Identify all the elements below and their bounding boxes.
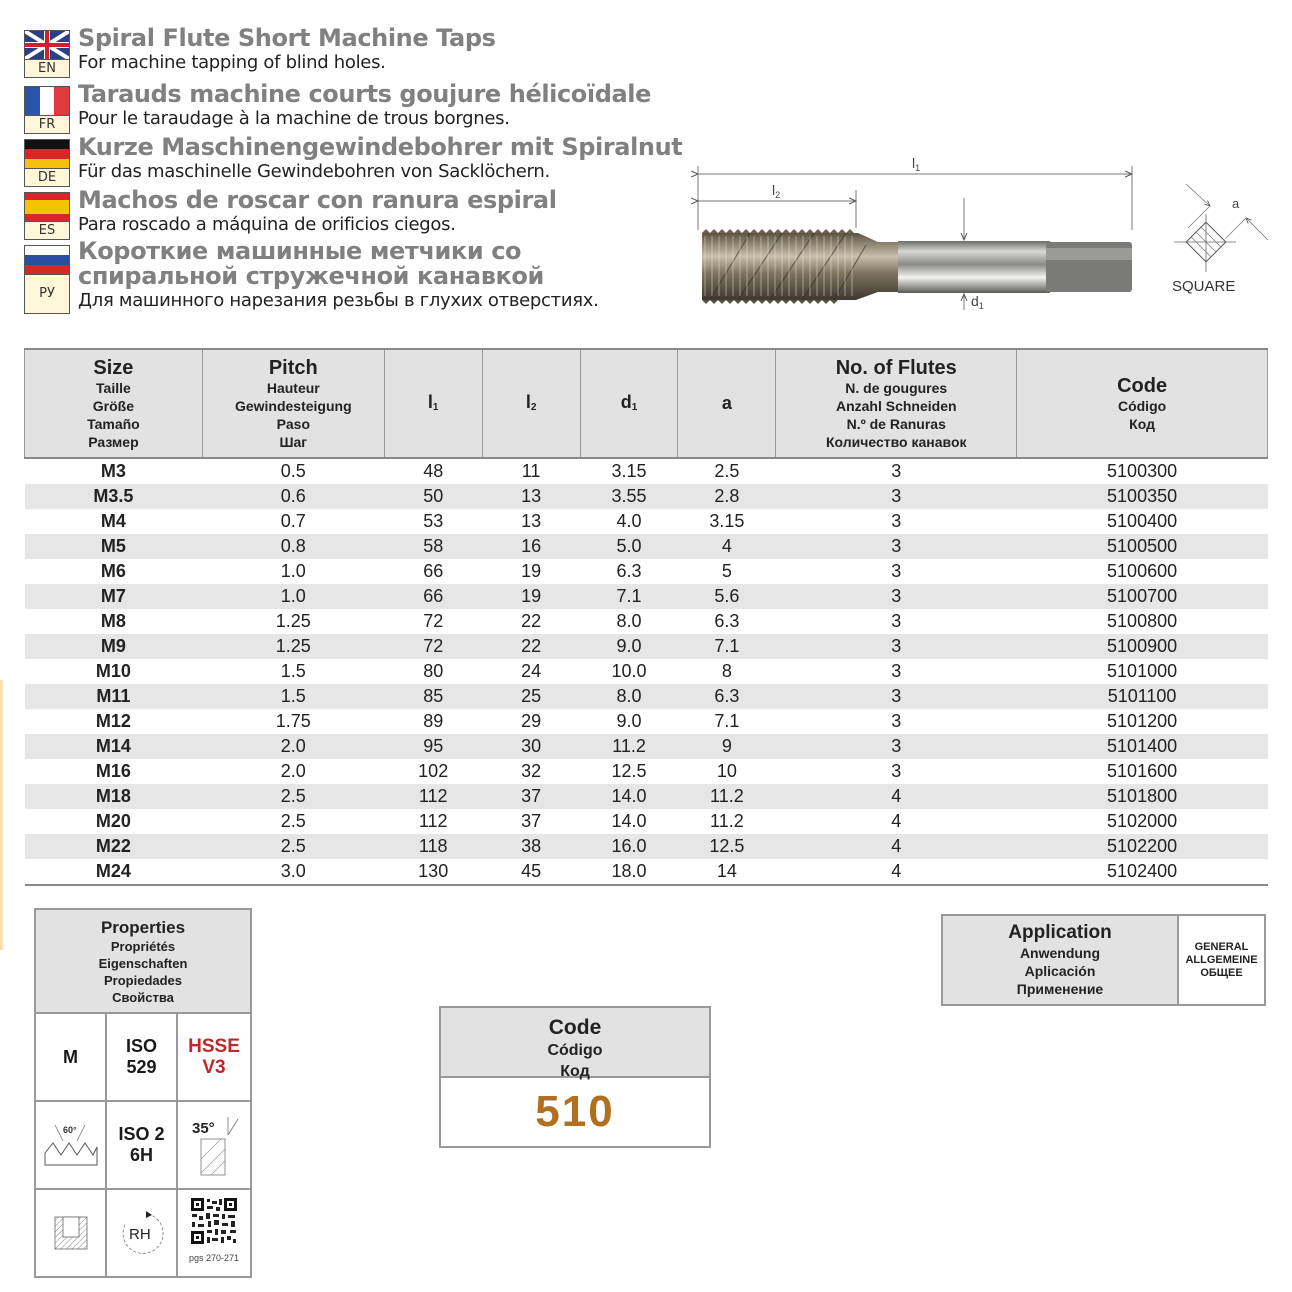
cell-code: 5102200 — [1017, 834, 1268, 859]
cell-l2: 30 — [482, 734, 580, 759]
cell-flutes: 3 — [891, 661, 902, 681]
standard-line2: 529 — [126, 1057, 157, 1077]
cell-d1: 6.3 — [616, 561, 642, 581]
application-title-ru: Применение — [1016, 981, 1104, 997]
square-section-icon — [1174, 184, 1268, 272]
cell-flutes: 3 — [776, 584, 1017, 609]
cell-flutes: 3 — [891, 511, 902, 531]
cell-l1: 58 — [384, 534, 482, 559]
table-row — [25, 809, 1268, 834]
product-title-en: Spiral Flute Short Machine Taps — [78, 24, 496, 52]
cell-size: M10 — [95, 661, 131, 681]
cell-a: 6.3 — [714, 611, 740, 631]
cell-l2: 19 — [482, 584, 580, 609]
table-row — [25, 559, 1268, 584]
table-row — [25, 458, 1268, 484]
application-panel — [941, 914, 1266, 1006]
cell-l1: 53 — [423, 511, 444, 531]
cell-l1: 89 — [423, 711, 444, 731]
cell-code: 5101800 — [1017, 784, 1268, 809]
product-subtitle-ru: Для машинного нарезания резьбы в глухих отверстиях. — [78, 290, 599, 311]
cell-code: 5100400 — [1107, 511, 1178, 531]
cell-d1: 4.0 — [616, 511, 642, 531]
cell-code: 5100700 — [1017, 584, 1268, 609]
table-row — [25, 834, 1268, 859]
cell-size: M4 — [100, 511, 126, 531]
cell-l1: 112 — [384, 784, 482, 809]
table-row — [25, 534, 1268, 559]
cell-a: 11.2 — [678, 784, 776, 809]
cell-l1: 50 — [384, 484, 482, 509]
spain-flag-icon — [25, 193, 69, 221]
cell-size: M12 — [95, 711, 131, 731]
cell-a: 5.6 — [678, 584, 776, 609]
application-value-de: ALLGEMEINE — [1185, 953, 1258, 966]
cell-d1: 9.0 — [580, 634, 678, 659]
cell-l2: 38 — [482, 834, 580, 859]
application-value-ru: ОБЩЕЕ — [1200, 966, 1243, 979]
product-title-ru-line1: Короткие машинные метчики со — [78, 237, 522, 265]
application-value — [1179, 916, 1264, 1004]
cell-pitch: 2.5 — [202, 834, 384, 859]
cell-size: M18 — [25, 784, 203, 809]
cell-a: 12.5 — [678, 834, 776, 859]
cell-code: 5100800 — [1107, 611, 1178, 631]
code-box-title-es: Código — [547, 1042, 603, 1059]
rotation-label: RH — [128, 1226, 151, 1243]
col-header-l2: $l_2$ — [482, 349, 580, 458]
cell-code: 5100300 — [1107, 461, 1178, 481]
standard-line1: ISO — [125, 1036, 157, 1056]
cell-a: 7.1 — [714, 711, 740, 731]
col-header-pitch: Pitch Hauteur Gewindesteigung Paso Шаг — [202, 349, 384, 458]
table-row — [25, 734, 1268, 759]
blind-hole-cell — [36, 1190, 107, 1276]
cell-flutes: 3 — [776, 534, 1017, 559]
col-header-d1: $d_1$ — [580, 349, 678, 458]
table-body — [25, 458, 1268, 885]
cell-l2: 13 — [521, 511, 542, 531]
cell-flutes: 3 — [776, 484, 1017, 509]
cell-d1: 7.1 — [580, 584, 678, 609]
table-row — [25, 759, 1268, 784]
cell-l1: 112 — [418, 811, 448, 831]
cell-pitch: 1.5 — [280, 661, 306, 681]
cell-d1: 5.0 — [580, 534, 678, 559]
code-box-value: 510 — [535, 1087, 615, 1136]
dim-label-a: a — [1232, 196, 1240, 211]
application-title-de: Anwendung — [1019, 945, 1101, 961]
rotation-cell — [107, 1190, 178, 1276]
cell-d1: 14.0 — [580, 784, 678, 809]
helix-angle-cell — [178, 1102, 250, 1190]
cell-pitch: 1.5 — [202, 684, 384, 709]
code-box-title: Code — [548, 1016, 602, 1039]
cell-flutes: 4 — [891, 811, 902, 831]
cell-l1: 130 — [384, 859, 482, 885]
col-header-a: a — [678, 349, 776, 458]
lang-code: РУ — [25, 274, 69, 313]
cell-a: 14 — [678, 859, 776, 885]
cell-pitch: 1.75 — [275, 711, 311, 731]
thread-angle-cell — [36, 1102, 107, 1190]
thread-type-cell — [36, 1014, 107, 1102]
cell-l2: 19 — [521, 561, 542, 581]
cell-code: 5101100 — [1017, 684, 1268, 709]
cell-d1: 9.0 — [616, 711, 642, 731]
cell-size: M20 — [95, 811, 131, 831]
cell-pitch: 2.5 — [202, 784, 384, 809]
dim-label-l2: $l_2$ — [772, 182, 781, 200]
code-box — [439, 1006, 711, 1148]
cell-d1: 3.55 — [580, 484, 678, 509]
flag-badge-fr — [24, 86, 70, 134]
cell-l2: 13 — [482, 484, 580, 509]
product-subtitle-de: Für das maschinelle Gewindebohren von Sacklöchern. — [78, 161, 550, 182]
cell-l2: 37 — [482, 784, 580, 809]
cell-a: 4 — [678, 534, 776, 559]
cell-pitch: 0.7 — [280, 511, 306, 531]
cell-size: M24 — [25, 859, 203, 885]
cell-pitch: 2.0 — [280, 761, 306, 781]
properties-panel — [34, 908, 252, 1278]
cell-l1: 66 — [384, 584, 482, 609]
tolerance-cell — [107, 1102, 178, 1190]
cell-code: 5101200 — [1107, 711, 1178, 731]
right-hand-rotation-icon — [118, 1209, 166, 1257]
properties-grid — [36, 1014, 250, 1276]
product-title-es: Machos de roscar con ranura espiral — [78, 186, 557, 214]
cell-size: M3.5 — [25, 484, 203, 509]
col-header-flutes: No. of Flutes N. de gougures Anzahl Schneiden N.º de Ranuras Количество канавок — [776, 349, 1017, 458]
uk-flag-icon — [25, 31, 69, 59]
table-row — [25, 709, 1268, 734]
cell-size: M16 — [95, 761, 131, 781]
cell-l2: 29 — [521, 711, 542, 731]
application-value-en: GENERAL — [1194, 940, 1249, 953]
col-header-l1: $l_1$ — [384, 349, 482, 458]
cell-l2: 11 — [521, 461, 541, 481]
cell-l2: 32 — [521, 761, 542, 781]
properties-title-fr: Propriétés — [110, 939, 176, 954]
cell-l2: 45 — [482, 859, 580, 885]
cell-code: 5100500 — [1017, 534, 1268, 559]
tap-image — [702, 229, 1132, 304]
table-header-row — [25, 349, 1268, 458]
properties-title-es: Propiedades — [103, 973, 183, 988]
cell-size: M11 — [25, 684, 203, 709]
product-title-fr: Tarauds machine courts goujure hélicoïdale — [78, 80, 651, 108]
cell-pitch: 1.25 — [275, 611, 311, 631]
properties-title-ru: Свойства — [112, 990, 174, 1005]
product-title-ru — [78, 239, 544, 289]
page-edge-band — [0, 680, 4, 950]
code-box-header — [441, 1008, 709, 1078]
table-row — [25, 584, 1268, 609]
cell-d1: 8.0 — [616, 611, 642, 631]
cell-pitch: 0.6 — [202, 484, 384, 509]
application-title: Application — [1008, 922, 1112, 943]
cell-pitch: 2.5 — [280, 811, 306, 831]
col-header-code: Code Código Код — [1017, 349, 1268, 458]
cell-flutes: 3 — [776, 734, 1017, 759]
cell-l2: 16 — [482, 534, 580, 559]
qr-code-icon[interactable] — [190, 1197, 238, 1245]
cell-l1: 72 — [384, 634, 482, 659]
cell-size: M3 — [100, 461, 126, 481]
table-row — [25, 509, 1268, 534]
lang-code: DE — [25, 168, 69, 186]
cell-code: 5101600 — [1107, 761, 1178, 781]
dim-label-l1: $l_1$ — [912, 155, 921, 173]
thread-angle-label: 60° — [62, 1125, 77, 1135]
cell-d1: 16.0 — [580, 834, 678, 859]
table-row — [25, 659, 1268, 684]
cell-a: 8 — [721, 661, 732, 681]
square-label: SQUARE — [1172, 278, 1236, 295]
cell-d1: 11.2 — [580, 734, 678, 759]
cell-pitch: 0.8 — [202, 534, 384, 559]
cell-a: 11.2 — [710, 811, 744, 831]
blind-hole-icon — [51, 1213, 91, 1253]
cell-l2: 24 — [521, 661, 542, 681]
cell-flutes: 4 — [776, 834, 1017, 859]
cell-code: 5102400 — [1017, 859, 1268, 885]
cell-code: 5100600 — [1107, 561, 1178, 581]
cell-a: 2.5 — [714, 461, 740, 481]
code-box-title-ru: Код — [560, 1063, 590, 1080]
cell-l2: 37 — [521, 811, 542, 831]
material-line1: HSSE — [188, 1036, 240, 1057]
table-row — [25, 859, 1268, 885]
cell-size: M9 — [25, 634, 203, 659]
russia-flag-icon — [25, 246, 69, 274]
material-line2: V3 — [202, 1057, 226, 1078]
table-row — [25, 684, 1268, 709]
table-row — [25, 484, 1268, 509]
col-header-size: Size Taille Größe Tamaño Размер — [25, 349, 203, 458]
cell-code: 5100350 — [1017, 484, 1268, 509]
product-title-ru-line2: спиральной стружечной канавкой — [78, 262, 544, 290]
standard-cell — [107, 1014, 178, 1102]
cell-pitch: 2.0 — [202, 734, 384, 759]
helix-angle-icon — [186, 1113, 242, 1177]
product-subtitle-en: For machine tapping of blind holes. — [78, 52, 386, 73]
product-subtitle-fr: Pour le taraudage à la machine de trous borgnes. — [78, 108, 510, 129]
application-title-es: Aplicación — [1024, 963, 1096, 979]
cell-size: M6 — [100, 561, 126, 581]
cell-flutes: 3 — [891, 711, 902, 731]
cell-size: M8 — [100, 611, 126, 631]
cell-pitch: 3.0 — [202, 859, 384, 885]
table-row — [25, 784, 1268, 809]
qr-caption: pgs 270-271 — [188, 1253, 240, 1263]
tolerance-line2: 6H — [129, 1145, 153, 1165]
properties-header — [36, 910, 250, 1014]
cell-d1: 10.0 — [611, 661, 647, 681]
dim-label-d1: $d_1$ — [971, 293, 984, 310]
flag-badge-en — [24, 30, 70, 78]
cell-l2: 25 — [482, 684, 580, 709]
cell-flutes: 3 — [891, 561, 902, 581]
helix-angle-label: 35° — [192, 1120, 215, 1137]
cell-d1: 18.0 — [580, 859, 678, 885]
cell-size: M7 — [25, 584, 203, 609]
flag-badge-es — [24, 192, 70, 240]
france-flag-icon — [25, 87, 69, 115]
cell-l1: 48 — [423, 461, 444, 481]
cell-l1: 102 — [418, 761, 449, 781]
cell-a: 5 — [721, 561, 732, 581]
cell-l1: 66 — [423, 561, 444, 581]
spec-table — [24, 348, 1268, 886]
lang-code: ES — [25, 221, 69, 239]
cell-l1: 72 — [423, 611, 444, 631]
cell-code: 5102000 — [1107, 811, 1178, 831]
properties-title-de: Eigenschaften — [98, 956, 188, 971]
product-subtitle-es: Para roscado a máquina de orificios ciegos. — [78, 214, 456, 235]
cell-flutes: 3 — [891, 611, 902, 631]
cell-size: M14 — [25, 734, 203, 759]
product-title-de: Kurze Maschinengewindebohrer mit Spiralnut — [78, 133, 683, 161]
cell-flutes: 4 — [776, 859, 1017, 885]
thread-profile-icon — [41, 1121, 101, 1169]
flag-badge-ru — [24, 245, 70, 314]
cell-l1: 80 — [423, 661, 444, 681]
cell-pitch: 1.0 — [280, 561, 306, 581]
cell-d1: 12.5 — [611, 761, 647, 781]
cell-l1: 118 — [384, 834, 482, 859]
cell-d1: 14.0 — [611, 811, 647, 831]
cell-l2: 22 — [521, 611, 542, 631]
cell-a: 7.1 — [678, 634, 776, 659]
cell-a: 9 — [678, 734, 776, 759]
table-row — [25, 609, 1268, 634]
material-cell — [178, 1014, 250, 1102]
cell-a: 2.8 — [678, 484, 776, 509]
qr-cell[interactable] — [178, 1190, 250, 1276]
cell-pitch: 1.0 — [202, 584, 384, 609]
cell-code: 5101400 — [1017, 734, 1268, 759]
cell-pitch: 0.5 — [280, 461, 306, 481]
germany-flag-icon — [25, 140, 69, 168]
cell-flutes: 3 — [891, 461, 902, 481]
table-row — [25, 634, 1268, 659]
properties-title: Properties — [100, 918, 186, 937]
thread-type: M — [63, 1046, 78, 1067]
cell-a: 3.15 — [709, 511, 745, 531]
lang-code: FR — [25, 115, 69, 133]
dimension-l1 — [698, 166, 1132, 230]
cell-a: 10 — [716, 761, 737, 781]
lang-code: EN — [25, 59, 69, 77]
cell-pitch: 1.25 — [202, 634, 384, 659]
cell-code: 5100900 — [1017, 634, 1268, 659]
cell-code: 5101000 — [1107, 661, 1178, 681]
application-header — [943, 916, 1179, 1004]
cell-d1: 8.0 — [580, 684, 678, 709]
cell-l1: 85 — [384, 684, 482, 709]
cell-d1: 3.15 — [611, 461, 647, 481]
cell-flutes: 3 — [776, 684, 1017, 709]
flag-badge-de — [24, 139, 70, 187]
cell-flutes: 4 — [776, 784, 1017, 809]
cell-size: M5 — [25, 534, 203, 559]
cell-size: M22 — [25, 834, 203, 859]
cell-a: 6.3 — [678, 684, 776, 709]
cell-flutes: 3 — [891, 761, 902, 781]
tolerance-line1: ISO 2 — [118, 1124, 165, 1144]
cell-flutes: 3 — [776, 634, 1017, 659]
cell-l1: 95 — [384, 734, 482, 759]
cell-l2: 22 — [482, 634, 580, 659]
